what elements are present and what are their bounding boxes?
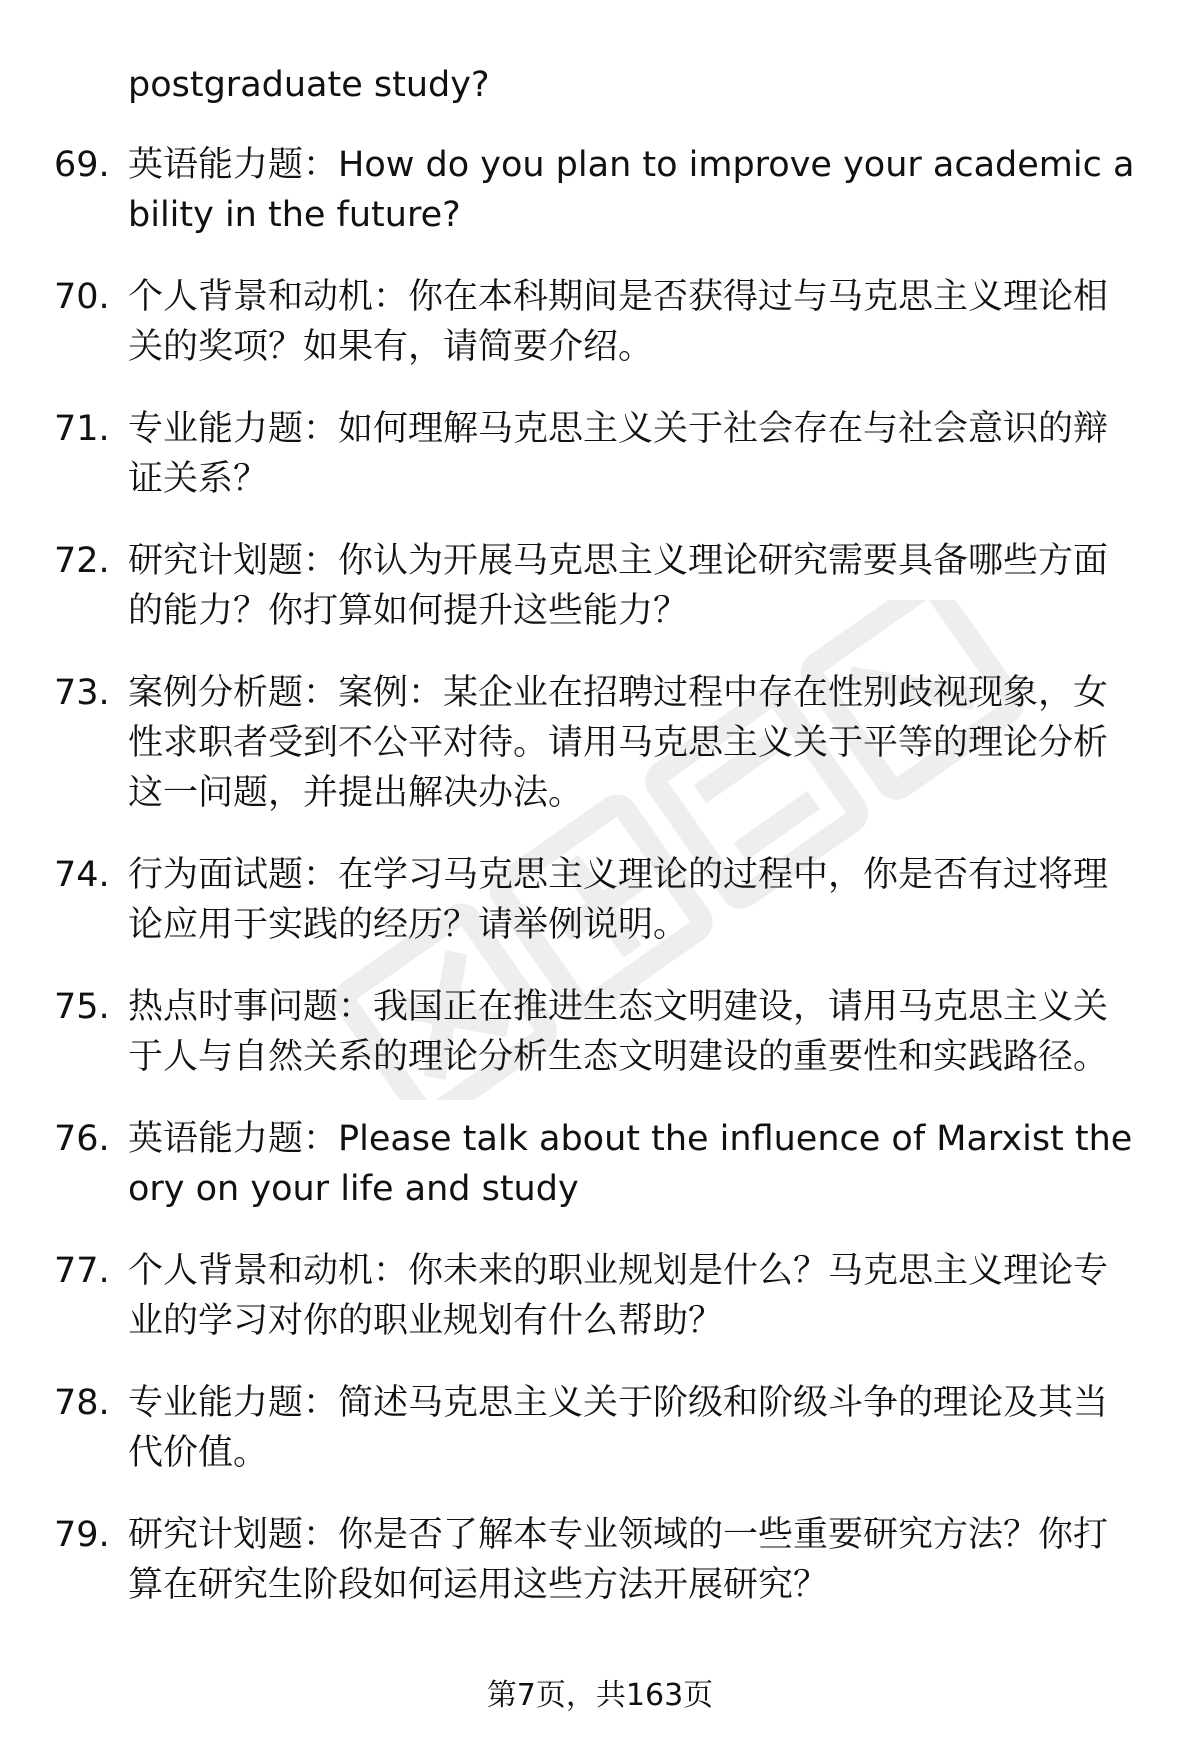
question-number: 76. xyxy=(54,1119,110,1159)
question-item xyxy=(0,1114,1200,1214)
question-text: 研究计划题：你认为开展马克思主义理论研究需要具备哪些方面的能力？你打算如何提升这些能力？ xyxy=(128,541,1109,631)
question-text: 英语能力题：Please talk about the influence of Marxist theory on your life and study xyxy=(128,1119,1133,1209)
question-item xyxy=(0,850,1200,950)
question-number: 75. xyxy=(54,987,110,1027)
page-footer: 第7页，共163页 xyxy=(486,1678,714,1713)
question-text: 案例分析题：案例：某企业在招聘过程中存在性别歧视现象，女性求职者受到不公平对待。请用马克思主义关于平等的理论分析这一问题，并提出解决办法。 xyxy=(128,673,1109,813)
question-number: 78. xyxy=(54,1383,110,1423)
question-text: 热点时事问题：我国正在推进生态文明建设，请用马克思主义关于人与自然关系的理论分析生态文明建设的重要性和实践路径。 xyxy=(128,987,1109,1077)
question-item xyxy=(0,272,1200,372)
question-item xyxy=(0,982,1200,1082)
question-list xyxy=(0,140,1200,1642)
question-number: 72. xyxy=(54,541,110,581)
question-text: 个人背景和动机：你在本科期间是否获得过与马克思主义理论相关的奖项？如果有，请简要介绍。 xyxy=(128,277,1109,367)
question-number: 74. xyxy=(54,855,110,895)
question-number: 73. xyxy=(54,673,110,713)
question-item xyxy=(0,1510,1200,1610)
question-item xyxy=(0,140,1200,240)
question-number: 69. xyxy=(54,145,110,185)
question-number: 70. xyxy=(54,277,110,317)
question-item xyxy=(0,668,1200,818)
question-number: 77. xyxy=(54,1251,110,1291)
question-item xyxy=(0,536,1200,636)
question-text: 专业能力题：简述马克思主义关于阶级和阶级斗争的理论及其当代价值。 xyxy=(128,1383,1109,1473)
question-text: 英语能力题：How do you plan to improve your academic ability in the future? xyxy=(128,145,1135,235)
question-text: 专业能力题：如何理解马克思主义关于社会存在与社会意识的辩证关系？ xyxy=(128,409,1109,499)
question-number: 79. xyxy=(54,1515,110,1555)
question-text: 研究计划题：你是否了解本专业领域的一些重要研究方法？你打算在研究生阶段如何运用这些方法开展研究？ xyxy=(128,1515,1109,1605)
question-number: 71. xyxy=(54,409,110,449)
question-text: 行为面试题：在学习马克思主义理论的过程中，你是否有过将理论应用于实践的经历？请举例说明。 xyxy=(128,855,1109,945)
question-item xyxy=(0,404,1200,504)
question-text: 个人背景和动机：你未来的职业规划是什么？马克思主义理论专业的学习对你的职业规划有什么帮助？ xyxy=(128,1251,1109,1341)
question-item xyxy=(0,1378,1200,1478)
previous-question-continuation: postgraduate study? xyxy=(128,65,490,105)
question-item xyxy=(0,1246,1200,1346)
